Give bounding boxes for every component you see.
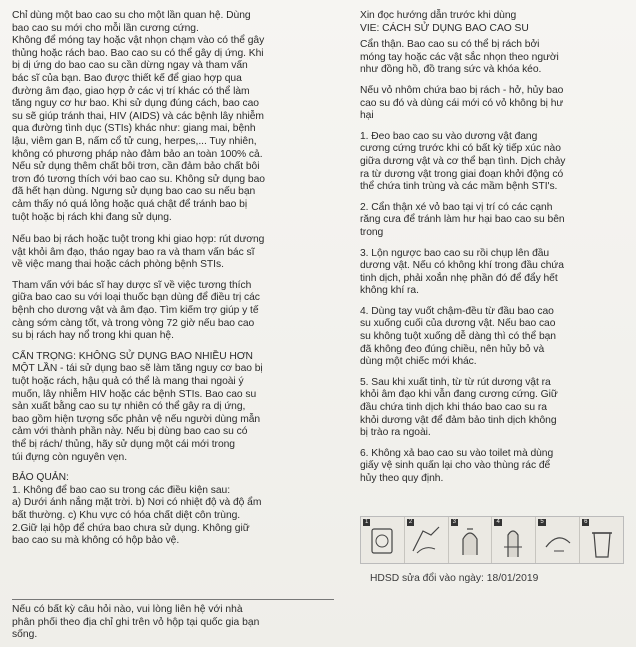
text-line: cảm thấy nó quá lỏng hoặc quá chật để tránh bao bị [12,198,248,210]
text-line: Tham vấn với bác sĩ hay dược sĩ về việc tương thích [12,279,252,291]
text-line: đầu chứa tinh dịch khi tháo bao cao su ra [360,402,547,414]
text-line: 4. Dùng tay vuốt chậm-đều từ đầu bao cao [360,305,554,317]
text-line: 6. Không xả bao cao su vào toilet mà dùng [360,447,554,459]
pinch-tip-icon [449,517,492,563]
text-line: su sẽ giúp tránh thai, HIV (AIDS) và các bệnh lây nhiễm [12,110,264,122]
text-line: CẨN TRỌNG: KHÔNG SỬ DỤNG BAO NHIỀU HƠN [12,350,253,362]
step-5 [360,377,625,440]
text-line: Chỉ dùng một bao cao su cho một lần quan hệ. Dùng [12,10,251,21]
text-line: cảm với thành phần này. Nếu bị dùng bao cao su có [12,426,248,438]
text-line: hủy theo quy định. [360,473,444,484]
text-line: 1. Không để bao cao su trong các điều kiện sau: [12,484,231,496]
text-line: bệnh cho dương vật và âm đạo. Tìm kiếm trợ giúp y tế [12,305,259,317]
text-line: bất thường. c) Khu vực có hóa chất diệt côn trùng. [12,509,241,521]
text-line: Nếu sử dụng thêm chất bôi trơn, cần đảm bảo chất bôi [12,161,260,173]
damaged-wrapper-note [360,85,625,123]
step-illustration-2 [405,517,449,563]
text-line: tuột hoặc bị rách khi đang sử dụng. [12,211,172,223]
sharp-objects-warning [360,39,625,77]
withdraw-icon [536,517,579,563]
text-line: bao gồm hiện tượng sốc phản vệ nếu người dùng mẫn [12,413,261,425]
left-column [12,10,334,556]
caution-paragraph [12,351,334,464]
text-line: thủng hoặc rách bao. Bao cao su có thể gây dị ứng. Khi [12,47,264,59]
text-line: không khí ra. [360,285,419,297]
text-line: su xuống cuối của dương vật. Nếu bao cao [360,318,556,330]
text-line: túi đựng còn nguyên vẹn. [12,451,128,463]
instructions-header [360,10,625,35]
storage-title: BẢO QUẢN: [12,472,69,484]
step-illustrations [360,516,624,564]
text-line: trong [360,226,384,238]
text-line: muốn, lây nhiễm HIV hoặc các bệnh STIs. Bao cao su [12,388,257,400]
step-number: 6 [584,519,588,525]
step-4 [360,306,625,369]
text-line: lậu, viêm gan B, nấm cổ tử cung, herpes,... Tuy nhiên, [12,135,257,147]
text-line: 1. Đeo bao cao su vào dương vật đang [360,130,538,142]
step-number: 5 [540,519,544,525]
step-illustration-6 [580,517,623,563]
text-line: cao su đó và dùng cái mới có vỏ không bị hư [360,97,564,109]
text-line: vật khỏi âm đạo, tháo ngay bao ra và tham vấn bác sĩ [12,246,255,258]
read-instructions-line: Xin đọc hướng dẫn trước khi dùng [360,10,517,21]
step-6 [360,448,625,486]
text-line: bị dị ứng do bao cao su cần dừng ngay và tham vấn [12,60,248,72]
text-line: bao cao su mới cho mỗi lần cương cứng. [12,22,199,34]
usage-title: VIE: CÁCH SỬ DỤNG BAO CAO SU [360,22,529,34]
step-illustration-3 [449,517,493,563]
text-line: Nếu có bất kỳ câu hỏi nào, vui lòng liên hệ với nhà [12,604,243,615]
text-line: Không để móng tay hoặc vật nhọn chạm vào có thể gây [12,35,265,47]
text-line: không có phương pháp nào đảm bảo an toàn 100% cả. [12,148,263,160]
dispose-icon [580,517,623,563]
right-column [360,10,625,494]
step-illustration-5 [536,517,580,563]
text-line: 3. Lộn ngược bao cao su rồi chụp lên đầu [360,247,550,259]
text-line: giữa dương vật và cơ thể bạn tình. Dịch chảy [360,155,566,167]
consult-paragraph [12,280,334,343]
text-line: MỘT LẦN - tái sử dụng bao sẽ làm tăng nguy cơ bao bị [12,363,263,375]
storage-section [12,472,334,548]
step-number: 1 [365,519,369,525]
text-line: tinh dịch, phải xoắn nhẹ phần đó để đẩy hết [360,272,558,284]
text-line: 5. Sau khi xuất tinh, từ từ rút dương vật ra [360,376,551,388]
text-line: thể bị rách/ thủng, hãy sử dụng một cái mới trong [12,439,235,450]
text-line: tăng nguy cơ hư bao. Khi sử dụng đúng cách, bao cao [12,98,259,110]
text-line: ra từ dương vật trong giai đoạn khởi động có [360,168,564,180]
contact-box [12,599,334,642]
text-line: Nếu vỏ nhôm chứa bao bị rách - hở, hủy bao [360,84,564,96]
text-line: sống. [12,629,38,641]
text-line: dương vật. Nếu có không khí trong đầu chứa [360,260,564,272]
text-line: tuột hoặc rách, hậu quả có thể là mang thai ngoài ý [12,376,244,388]
step-1 [360,131,625,194]
text-line: thể chứa tinh trùng và các mầm bệnh STI's. [360,181,558,193]
text-line: su bị rách hay nổ trong khi quan hệ. [12,330,174,342]
text-line: bao cao su mà không có hộp bảo vệ. [12,535,180,547]
step-number: 4 [496,519,500,525]
text-line: cương cứng trước khi có bất kỳ tiếp xúc nào [360,143,561,155]
text-line: đã hết hạn dùng. Ngưng sử dụng bao cao su nếu bạn [12,186,256,198]
text-line: su không tuột xuống dễ dàng thì có thể bạn [360,331,556,343]
text-line: Cẩn thận. Bao cao su có thể bị rách bởi [360,39,540,51]
roll-down-icon [492,517,535,563]
text-line: Nếu bao bị rách hoặc tuột trong khi giao hợp: rút dương [12,234,265,246]
step-2 [360,202,625,240]
revision-date: HDSD sửa đổi vào ngày: 18/01/2019 [370,573,539,584]
text-line: giữa bao cao su với loại thuốc bạn dùng để điều trị các [12,292,260,304]
text-line: phân phối theo địa chỉ ghi trên vỏ hộp tại quốc gia bạn [12,616,260,628]
text-line: qua đường tình dục (STIs) khác như: giang mai, bệnh [12,123,256,135]
text-line: răng cưa để tránh làm hư hại bao cao su bên [360,214,565,226]
text-line: 2. Cẩn thận xé vỏ bao tại vị trí có các cạnh [360,201,553,213]
text-line: đã không đeo đúng chiều, nên hủy bỏ và [360,343,545,355]
text-line: càng sớm càng tốt, và trong vòng 72 giờ nếu bao cao [12,317,255,329]
text-line: sản xuất bằng cao su tự nhiên có thể gây ra dị ứng, [12,401,246,413]
condom-wrapper-icon [361,517,404,563]
torn-condom-paragraph [12,234,334,272]
text-line: bác sĩ của bạn. Bao được thiết kế để giao hợp qua [12,72,242,84]
step-illustration-1 [361,517,405,563]
text-line: khỏi dương vật để đảm bảo tinh dịch không [360,414,557,426]
text-line: a) Dưới ánh nắng mặt trời. b) Nơi có nhiệt độ và độ ẩm [12,497,262,509]
step-number: 3 [452,519,456,525]
text-line: dùng một chiếc mới khác. [360,356,477,368]
tear-wrapper-icon [405,517,448,563]
text-line: bị trào ra ngoài. [360,427,431,439]
step-number: 2 [408,519,413,525]
text-line: hại [360,110,374,122]
intro-paragraph [12,10,334,224]
text-line: trơn đó tương thích với bao cao su. Không sử dụng bao [12,173,265,185]
text-line: 2.Giữ lại hộp để chứa bao chưa sử dụng. Không giữ [12,522,250,534]
step-illustration-4 [492,517,536,563]
text-line: giấy vệ sinh quấn lại cho vào thùng rác để [360,460,551,472]
text-line: như đồng hồ, đồ trang sức và khóa kéo. [360,64,542,76]
text-line: về việc mang thai hoặc cách phòng bệnh STIs. [12,259,224,271]
step-3 [360,248,625,298]
text-line: móng tay hoặc các vật sắc nhọn theo người [360,51,559,63]
text-line: đường âm đạo, giao hợp ở các vị trí khác có thể làm [12,85,250,97]
text-line: khỏi âm đạo khi vẫn đang cương cứng. Giữ [360,389,558,401]
